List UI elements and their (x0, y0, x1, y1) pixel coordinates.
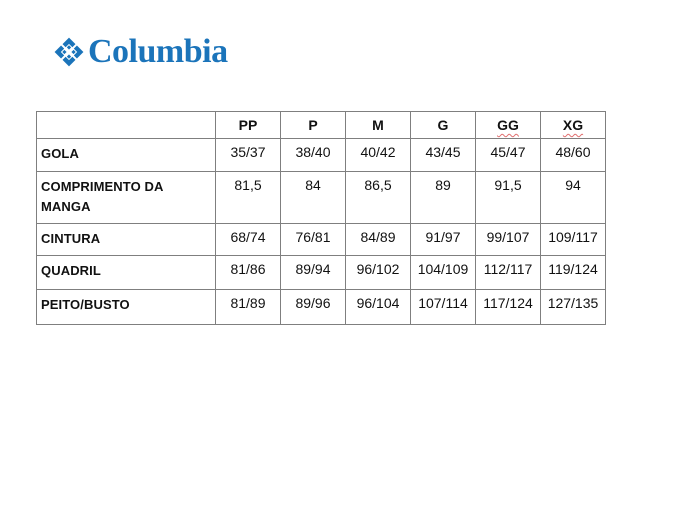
row-label-quadril: QUADRIL (37, 256, 216, 290)
header-label-gg: GG (497, 117, 519, 133)
cell-quadril-m: 96/102 (346, 256, 411, 290)
cell-gola-g: 43/45 (411, 139, 476, 172)
row-label-comprimento-da-manga: COMPRIMENTO DA MANGA (37, 172, 216, 224)
cell-quadril-pp: 81/86 (216, 256, 281, 290)
columbia-logo (52, 35, 228, 69)
cell-quadril-gg: 112/117 (476, 256, 541, 290)
row-label-peito-busto: PEITO/BUSTO (37, 290, 216, 325)
cell-cintura-xg: 109/117 (541, 224, 606, 256)
table-row-peito-busto (37, 290, 606, 325)
cell-cintura-gg: 99/107 (476, 224, 541, 256)
cell-manga-gg: 91,5 (476, 172, 541, 224)
cell-gola-gg: 45/47 (476, 139, 541, 172)
cell-quadril-p: 89/94 (281, 256, 346, 290)
header-cell-gg (476, 112, 541, 139)
cell-peito-gg: 117/124 (476, 290, 541, 325)
cell-cintura-m: 84/89 (346, 224, 411, 256)
row-label-gola: GOLA (37, 139, 216, 172)
cell-peito-xg: 127/135 (541, 290, 606, 325)
cell-cintura-pp: 68/74 (216, 224, 281, 256)
table-row-quadril (37, 256, 606, 290)
cell-cintura-p: 76/81 (281, 224, 346, 256)
header-cell-pp: PP (216, 112, 281, 139)
cell-gola-xg: 48/60 (541, 139, 606, 172)
cell-peito-m: 96/104 (346, 290, 411, 325)
table-header-row (37, 112, 606, 139)
cell-quadril-xg: 119/124 (541, 256, 606, 290)
size-chart-table (36, 111, 606, 325)
header-cell-m: M (346, 112, 411, 139)
table-row-gola (37, 139, 606, 172)
cell-manga-xg: 94 (541, 172, 606, 224)
columbia-diamond-icon (52, 35, 86, 69)
cell-cintura-g: 91/97 (411, 224, 476, 256)
header-cell-xg (541, 112, 606, 139)
columbia-wordmark: Columbia (88, 33, 228, 70)
cell-gola-pp: 35/37 (216, 139, 281, 172)
cell-gola-p: 38/40 (281, 139, 346, 172)
header-cell-g: G (411, 112, 476, 139)
cell-gola-m: 40/42 (346, 139, 411, 172)
header-cell-empty (37, 112, 216, 139)
header-cell-p: P (281, 112, 346, 139)
table-row-comprimento-da-manga (37, 172, 606, 224)
table-row-cintura (37, 224, 606, 256)
cell-peito-g: 107/114 (411, 290, 476, 325)
cell-manga-p: 84 (281, 172, 346, 224)
cell-manga-m: 86,5 (346, 172, 411, 224)
cell-manga-g: 89 (411, 172, 476, 224)
row-label-cintura: CINTURA (37, 224, 216, 256)
cell-quadril-g: 104/109 (411, 256, 476, 290)
cell-peito-pp: 81/89 (216, 290, 281, 325)
cell-peito-p: 89/96 (281, 290, 346, 325)
header-label-xg: XG (562, 117, 584, 133)
cell-manga-pp: 81,5 (216, 172, 281, 224)
